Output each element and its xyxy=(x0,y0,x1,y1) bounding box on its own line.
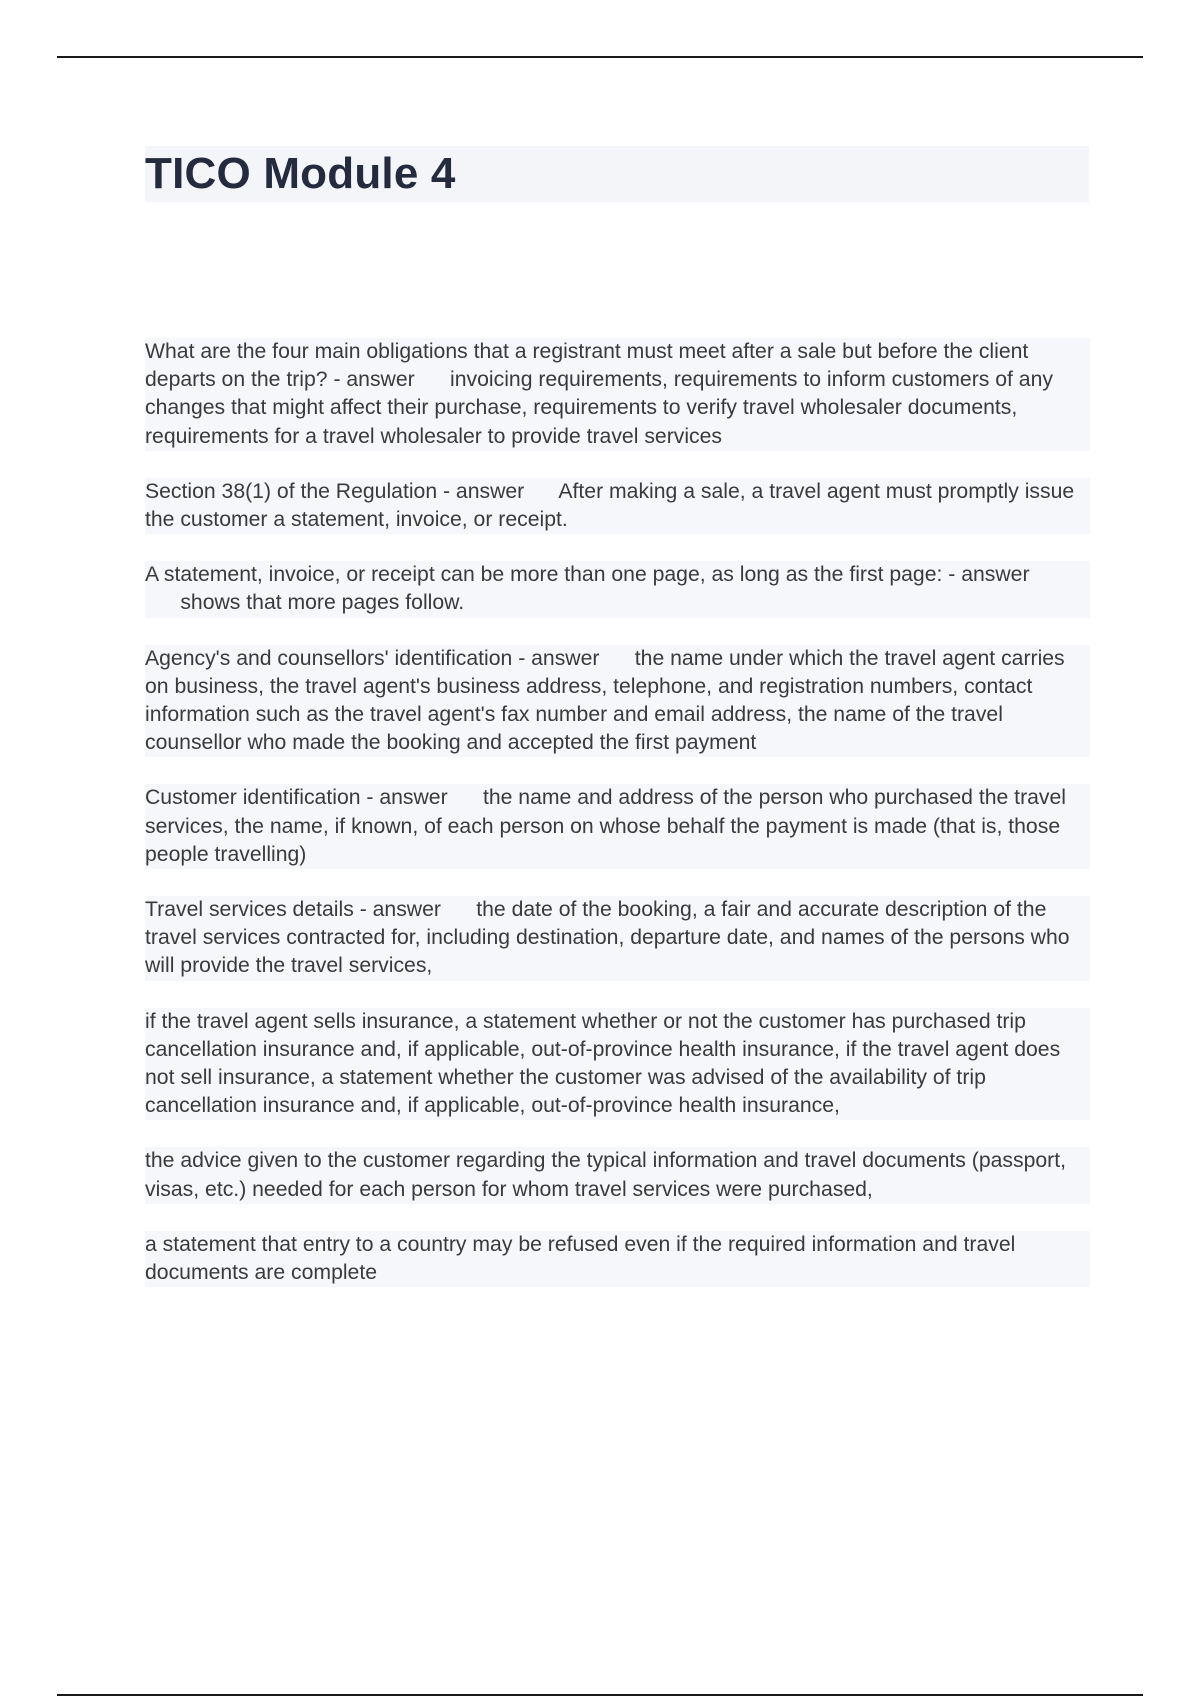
answer-text: the name and address of the person who purchased the travel services, the name, if known, of each person on whose behalf the payment is made (that is, those people travelling) xyxy=(145,786,1066,866)
answer-text: the name under which the travel agent carries on business, the travel agent's business address, telephone, and registration numbers, contact information such as the travel agent's fax number and email address, the name of the travel counsellor who made the booking and accepted the first payment xyxy=(145,646,1065,755)
flashcard-item xyxy=(145,645,1090,758)
flashcard-list xyxy=(145,338,1090,1314)
answer-text: shows that more pages follow. xyxy=(180,591,465,615)
continuation-paragraph: a statement that entry to a country may be refused even if the required information and travel documents are complete xyxy=(145,1231,1090,1287)
flashcard-item xyxy=(145,561,1090,617)
flashcard-item xyxy=(145,478,1090,534)
continuation-paragraph: if the travel agent sells insurance, a statement whether or not the customer has purchased trip cancellation insurance and, if applicable, out-of-province health insurance, if the travel agent does not sell insurance, a statement whether the customer was advised of the availability of trip cancellation insurance and, if applicable, out-of-province health insurance, xyxy=(145,1008,1090,1121)
continuation-paragraph: the advice given to the customer regarding the typical information and travel documents (passport, visas, etc.) needed for each person for whom travel services were purchased, xyxy=(145,1147,1090,1203)
answer-text: the date of the booking, a fair and accurate description of the travel services contracted for, including destination, departure date, and names of the persons who will provide the travel services, xyxy=(145,898,1070,978)
question-text: Agency's and counsellors' identification - answer xyxy=(145,646,600,670)
flashcard-item xyxy=(145,896,1090,981)
question-text: A statement, invoice, or receipt can be more than one page, as long as the first page: - answer xyxy=(145,563,1030,587)
answer-text: After making a sale, a travel agent must promptly issue the customer a statement, invoice, or receipt. xyxy=(145,479,1075,532)
question-text: Section 38(1) of the Regulation - answer xyxy=(145,479,525,503)
question-text: What are the four main obligations that a registrant must meet after a sale but before the client departs on the trip? - answer xyxy=(145,340,1029,392)
question-text: Customer identification - answer xyxy=(145,786,448,810)
question-text: Travel services details - answer xyxy=(145,898,441,922)
bottom-rule xyxy=(57,1694,1143,1696)
answer-text: invoicing requirements, requirements to inform customers of any changes that might affect their purchase, requirements to verify travel wholesaler documents, requirements for a travel wholesaler to provide travel services xyxy=(145,368,1053,448)
flashcard-item xyxy=(145,338,1090,451)
top-rule xyxy=(57,56,1143,58)
page-title: TICO Module 4 xyxy=(145,149,456,198)
flashcard-item xyxy=(145,784,1090,869)
